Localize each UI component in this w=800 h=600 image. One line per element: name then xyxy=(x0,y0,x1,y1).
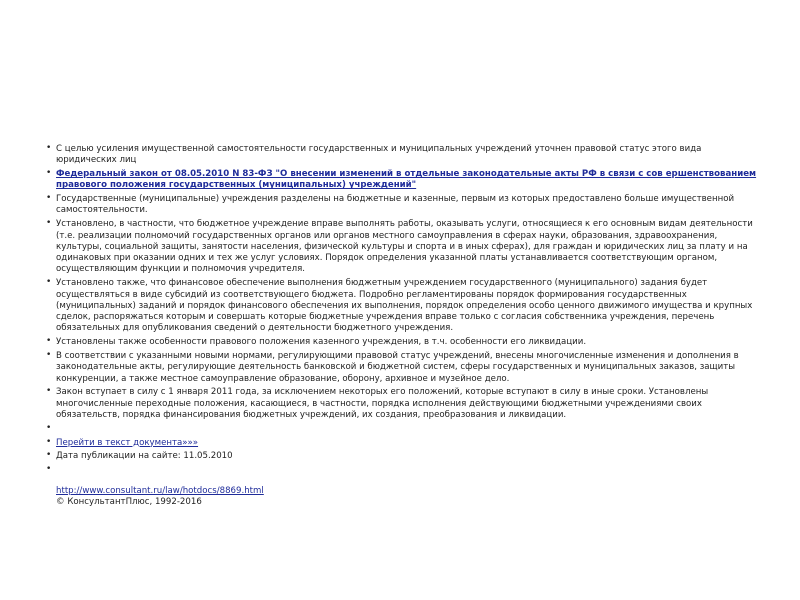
bullet-icon: • xyxy=(46,350,52,361)
bullet-icon: • xyxy=(46,168,52,179)
bullet-list xyxy=(46,144,758,477)
list-item xyxy=(46,451,758,462)
bullet-icon: • xyxy=(46,450,52,461)
bullet-icon: • xyxy=(46,464,52,475)
bullet-icon: • xyxy=(46,218,52,229)
bullet-text: В соответствии с указанными новыми нормами, регулирующими правовой статус учреждений, внесены многочисленные изменения и дополнения в законодательные акты, регулирующие деятельность банковской и бюджетной систем, сферы государственных и муниципальных заказов, защиты конкуренции, а также местное самоуправление образование, оборону, архивное и музейное дело. xyxy=(56,351,739,384)
bullet-text: С целью усиления имущественной самостоятельности государственных и муниципальных учреждений уточнен правовой статус этого вида юридических лиц xyxy=(56,144,702,166)
list-item xyxy=(46,169,758,192)
bullet-icon: • xyxy=(46,386,52,397)
list-item xyxy=(46,351,758,385)
list-item xyxy=(46,219,758,275)
bullet-text: Государственные (муниципальные) учреждения разделены на бюджетные и казенные, первым из которых предоставлено больше имущественной самостоятельности. xyxy=(56,194,735,216)
source-url-link[interactable]: http://www.consultant.ru/law/hotdocs/8869.html xyxy=(56,485,264,496)
list-item xyxy=(46,278,758,334)
law-document-link[interactable]: Федеральный закон от 08.05.2010 N 83-ФЗ "О внесении изменений в отдельные законодательные акты РФ в связи с сов ершенствованием правового положения государственных (муниципальных) учреждений" xyxy=(56,169,757,191)
copyright-text: © КонсультантПлюс, 1992-2016 xyxy=(56,496,202,507)
list-item xyxy=(46,387,758,421)
bullet-icon: • xyxy=(46,193,52,204)
bullet-icon: • xyxy=(46,336,52,347)
bullet-icon: • xyxy=(46,277,52,288)
bullet-icon: • xyxy=(46,143,52,153)
footer xyxy=(46,486,758,509)
list-item xyxy=(46,194,758,217)
bullet-text: Установлены также особенности правового положения казенного учреждения, в т.ч. особенности его ликвидации. xyxy=(56,337,587,348)
list-item xyxy=(46,144,758,167)
go-to-document-link[interactable]: Перейти в текст документа»»» xyxy=(56,437,199,448)
slide-content xyxy=(46,144,758,508)
list-item xyxy=(46,337,758,348)
list-item-empty xyxy=(46,465,758,476)
bullet-icon: • xyxy=(46,422,52,433)
bullet-icon: • xyxy=(46,436,52,447)
bullet-text: Установлено, в частности, что бюджетное учреждение вправе выполнять работы, оказывать услуги, относящиеся к его основным видам деятельности (т.е. реализации полномочий государственных органов или органов местного самоуправления в сферах науки, образования, здравоохранения, культуры, социальной защиты, занятости населения, физической культуры и спорта и в иных сферах), для граждан и юридических лиц за плату и на одинаковых при оказании одних и тех же услуг условиях. Порядок определения указанной платы устанавливается соответствующим органом, осуществляющим функции и полномочия учредителя. xyxy=(56,219,753,275)
list-item-empty xyxy=(46,424,758,435)
publication-date: Дата публикации на сайте: 11.05.2010 xyxy=(56,451,233,462)
bullet-text: Закон вступает в силу с 1 января 2011 года, за исключением некоторых его положений, которые вступают в силу в иные сроки. Установлены многочисленные переходные положения, касающиеся, в частности, порядка исполнения действующими бюджетными учреждениями своих обязательств, порядка финансирования бюджетных учреждений, их создания, преобразования и ликвидации. xyxy=(56,387,709,421)
list-item xyxy=(46,438,758,449)
bullet-text: Установлено также, что финансовое обеспечение выполнения бюджетным учреждением государственного (муниципального) задания будет осуществляться в виде субсидий из соответствующего бюджета. Подробно регламентированы порядок формирования государственных (муниципальных) заданий и порядок финансового обеспечения их выполнения, порядок определения особо ценного движимого имущества и крупных сделок, распоряжаться которым и совершать которые бюджетные учреждения вправе только с согласия собственника учреждения, перечень обязательных для опубликования сведений о деятельности бюджетного учреждения. xyxy=(56,278,753,334)
